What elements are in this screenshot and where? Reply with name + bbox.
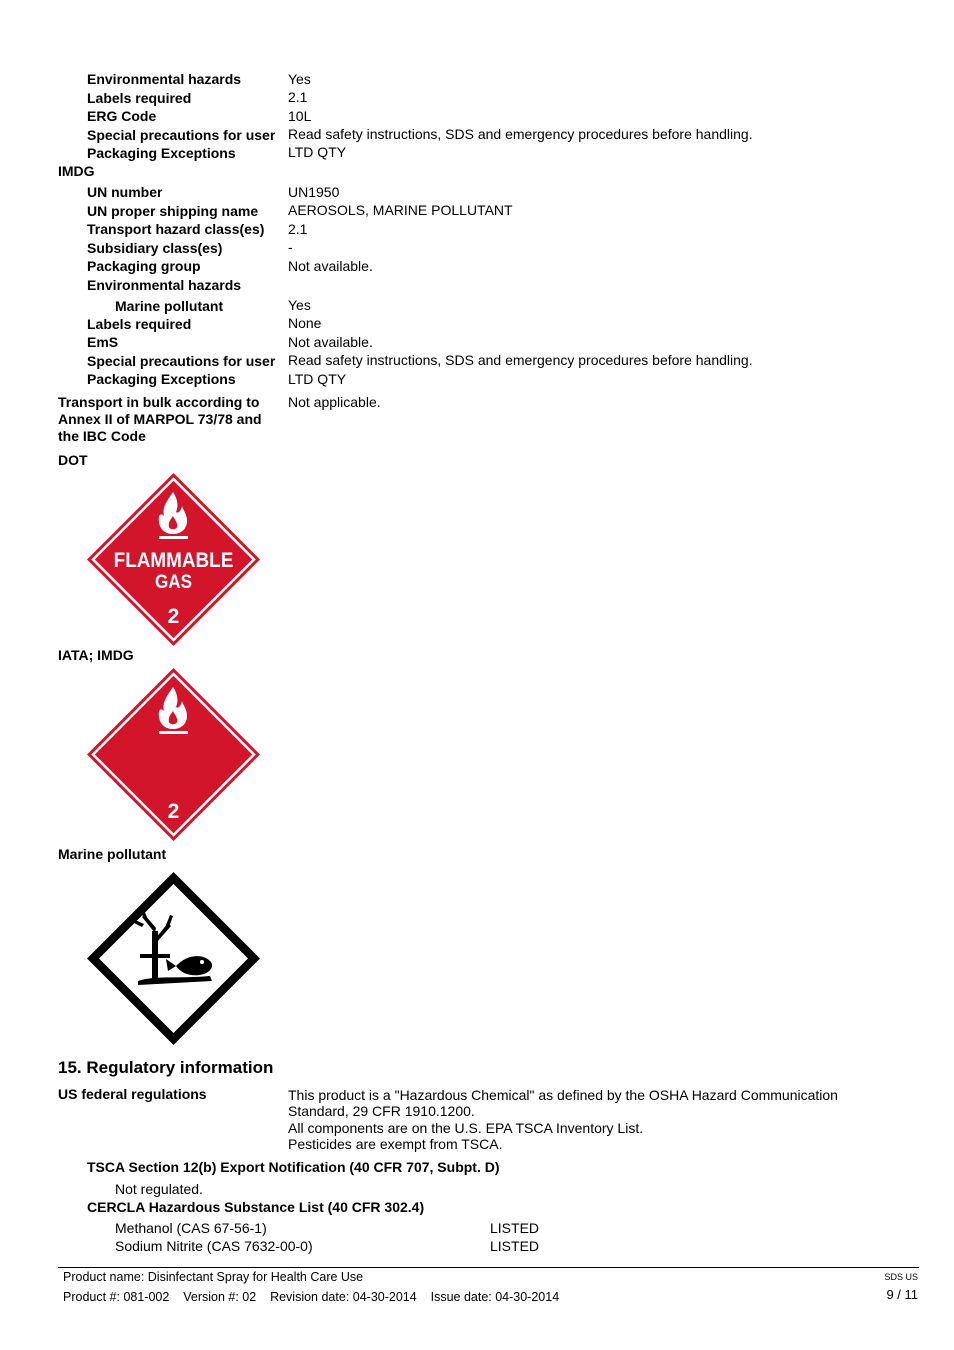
row-value: UN1950 <box>288 184 340 200</box>
row-label: Marine pollutant <box>115 298 224 314</box>
footer-product-name: Product name: Disinfectant Spray for Health Care Use <box>63 1270 364 1284</box>
footer-divider <box>58 1267 919 1268</box>
flammable-class2-placard-icon <box>86 667 261 842</box>
bulk-label-line: Transport in bulk according to <box>58 394 260 410</box>
row-value: LTD QTY <box>288 144 347 160</box>
text-line: Pesticides are exempt from TSCA. <box>288 1136 503 1152</box>
row-value: AEROSOLS, MARINE POLLUTANT <box>288 202 513 218</box>
placard-class-number: 2 <box>167 605 180 628</box>
tsca-heading: TSCA Section 12(b) Export Notification (40 CFR 707, Subpt. D) <box>87 1159 500 1175</box>
row-label: EmS <box>87 334 119 350</box>
iata-imdg-heading: IATA; IMDG <box>58 647 134 663</box>
row-value: Read safety instructions, SDS and emergency procedures before handling. <box>288 352 753 368</box>
row-label: UN number <box>87 184 163 200</box>
cercla-status: LISTED <box>490 1220 540 1236</box>
row-value: 2.1 <box>288 89 308 105</box>
row-value: Yes <box>288 71 311 87</box>
row-label: Packaging Exceptions <box>87 145 236 161</box>
cercla-substance: Sodium Nitrite (CAS 7632-00-0) <box>115 1238 313 1254</box>
row-value: - <box>288 239 293 255</box>
row-label: ERG Code <box>87 108 157 124</box>
bulk-value: Not applicable. <box>288 394 381 410</box>
row-label: Subsidiary class(es) <box>87 240 223 256</box>
text-line: Standard, 29 CFR 1910.1200. <box>288 1103 475 1119</box>
cercla-heading: CERCLA Hazardous Substance List (40 CFR 302.4) <box>87 1199 425 1215</box>
row-value: Not available. <box>288 334 373 350</box>
row-value: None <box>288 315 322 331</box>
row-value: LTD QTY <box>288 371 347 387</box>
cercla-status: LISTED <box>490 1238 540 1254</box>
row-label: Packaging group <box>87 258 201 274</box>
placard-class-number: 2 <box>167 800 180 823</box>
dot-heading: DOT <box>58 452 88 468</box>
row-label: Labels required <box>87 90 192 106</box>
row-label: UN proper shipping name <box>87 203 259 219</box>
row-label: Environmental hazards <box>87 71 242 87</box>
row-value: Not available. <box>288 258 373 274</box>
marine-pollutant-heading: Marine pollutant <box>58 846 167 862</box>
row-label: Labels required <box>87 316 192 332</box>
placard-text-gas: GAS <box>154 571 193 593</box>
marine-pollutant-icon <box>86 871 261 1046</box>
row-label: Packaging Exceptions <box>87 371 236 387</box>
row-label: Special precautions for user <box>87 353 276 369</box>
section-title: 15. Regulatory information <box>58 1058 274 1077</box>
row-value: 2.1 <box>288 221 308 237</box>
cercla-substance: Methanol (CAS 67-56-1) <box>115 1220 267 1236</box>
row-value: Yes <box>288 297 311 313</box>
footer-doc-type: SDS US <box>884 1272 918 1282</box>
footer-page-number: 9 / 11 <box>886 1287 918 1302</box>
row-label: Transport hazard class(es) <box>87 221 265 237</box>
bulk-label-line: Annex II of MARPOL 73/78 and <box>58 411 262 427</box>
text-line: All components are on the U.S. EPA TSCA Inventory List. <box>288 1120 644 1136</box>
tsca-value: Not regulated. <box>115 1181 203 1197</box>
bulk-label-line: the IBC Code <box>58 428 146 444</box>
row-value: Read safety instructions, SDS and emergency procedures before handling. <box>288 126 753 142</box>
row-value: 10L <box>288 108 312 124</box>
imdg-heading: IMDG <box>58 163 95 179</box>
footer-product-info: Product #: 081-002 Version #: 02 Revision date: 04-30-2014 Issue date: 04-30-2014 <box>63 1290 560 1304</box>
row-label: Environmental hazards <box>87 277 242 293</box>
text-line: This product is a "Hazardous Chemical" as defined by the OSHA Hazard Communication <box>288 1087 838 1103</box>
us-federal-label: US federal regulations <box>58 1086 207 1102</box>
placard-text-flammable: FLAMMABLE <box>113 549 234 573</box>
flammable-gas-placard-icon <box>86 472 261 647</box>
row-label: Special precautions for user <box>87 127 276 143</box>
